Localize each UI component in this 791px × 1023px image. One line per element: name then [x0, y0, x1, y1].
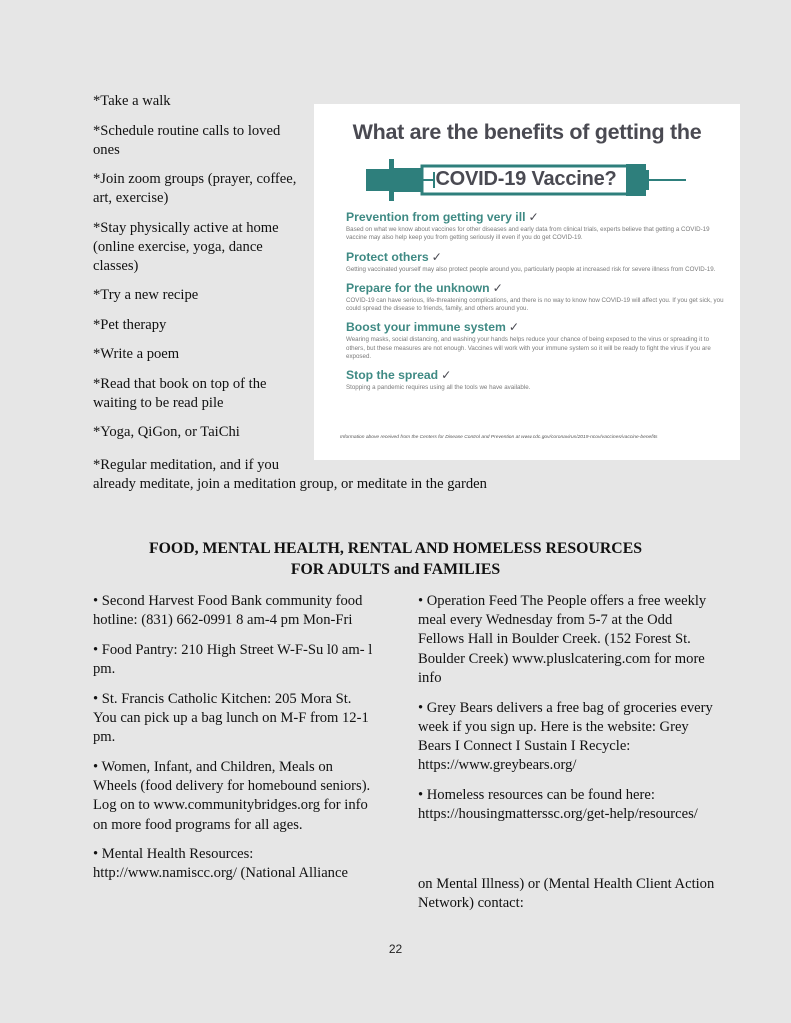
- tip-item: *Pet therapy: [93, 316, 167, 333]
- benefit-heading: Protect others: [346, 249, 429, 264]
- resource-item: • Mental Health Resources: http://www.namiscc.org/ (National Alliance: [93, 846, 348, 882]
- check-icon: ✓: [528, 210, 539, 224]
- benefit-heading: Stop the spread: [346, 368, 439, 383]
- self-care-tips-list: [93, 92, 308, 453]
- tip-item: *Regular meditation, and if you: [93, 457, 280, 473]
- benefits-list: [346, 210, 726, 400]
- benefit-body: COVID-19 can have serious, life-threatening complications, and there is no way to know how COVID-19 will affect you. If you get sick, you could spread the disease to friends, family, and others around you.: [346, 296, 724, 313]
- tip-item-meditation: [93, 456, 613, 494]
- benefit-heading: Boost your immune system: [346, 320, 506, 335]
- resources-left-column: [93, 592, 378, 894]
- check-icon: ✓: [431, 249, 442, 264]
- syringe-label: COVID-19 Vaccine?: [435, 168, 617, 190]
- tip-continuation: already meditate, join a meditation group, or meditate in the garden: [93, 476, 487, 492]
- resource-continuation: on Mental Illness) or (Mental Health Client Action Network) contact:: [418, 875, 715, 911]
- resource-item: • Women, Infant, and Children, Meals on Wheels (food delivery for homebound seniors). Log on to www.communitybridges.org for info on more food programs for all ages.: [93, 758, 371, 833]
- check-icon: ✓: [508, 320, 520, 335]
- tip-item: *Schedule routine calls to loved ones: [93, 122, 281, 158]
- check-icon: ✓: [492, 280, 503, 295]
- benefit-heading: Prevention from getting very ill: [346, 210, 526, 224]
- benefit-section: [346, 281, 726, 314]
- benefit-section: [346, 210, 726, 243]
- tip-item: *Yoga, QiGon, or TaiChi: [93, 424, 240, 440]
- resource-item: • Operation Feed The People offers a free weekly meal every Wednesday from 5-7 at the Odd Fellows Hall in Boulder Creek. (152 Forest St. Boulder Creek) www.pluslcatering.com for more info: [418, 593, 707, 686]
- benefit-section: [346, 250, 726, 274]
- infographic-source: Information above received from the Centers for Disease Control and Prevention at www.cdc.gov/coronavirus/2019-ncov/vaccines/vaccine-benefits: [340, 435, 658, 440]
- resources-title: [60, 538, 731, 580]
- resources-title-line: FOOD, MENTAL HEALTH, RENTAL AND HOMELESS RESOURCES: [148, 540, 643, 557]
- column-gap: [418, 835, 718, 875]
- tip-item: *Take a walk: [93, 93, 171, 109]
- page-number: 22: [388, 942, 403, 956]
- resource-item: • Grey Bears delivers a free bag of groceries every week if you sign up. Here is the website: Grey Bears I Connect I Sustain I Recycle: https://www.greybears.org/: [418, 699, 713, 774]
- resources-title-line: FOR ADULTS and FAMILIES: [290, 561, 501, 578]
- resources-right-column: [418, 592, 718, 924]
- benefit-body: Based on what we know about vaccines for other diseases and early data from clinical trials, experts believe that getting a COVID-19 vaccine may also help keep you from getting seriously ill even if you do get COVID-19.: [346, 226, 710, 242]
- vaccine-benefits-infographic: [314, 104, 740, 460]
- tip-item: *Stay physically active at home (online exercise, yoga, dance classes): [93, 219, 279, 274]
- benefit-body: Stopping a pandemic requires using all the tools we have available.: [346, 384, 531, 392]
- benefit-body: Getting vaccinated yourself may also protect people around you, particularly people at increased risk for severe illness from COVID-19.: [346, 265, 716, 273]
- resource-item: • Homeless resources can be found here: https://housingmatterssc.org/get-help/resources/: [418, 786, 698, 823]
- resource-item: • Food Pantry: 210 High Street W-F-Su l0 am- l pm.: [93, 641, 373, 678]
- benefit-section: [346, 368, 726, 392]
- benefit-section: [346, 320, 726, 361]
- check-icon: ✓: [441, 368, 452, 383]
- resource-item: • Second Harvest Food Bank community food hotline: (831) 662-0991 8 am-4 pm Mon-Fri: [93, 593, 363, 629]
- tip-item: *Read that book on top of the waiting to be read pile: [93, 375, 267, 411]
- tip-item: *Write a poem: [93, 346, 180, 362]
- benefit-heading: Prepare for the unknown: [346, 280, 490, 295]
- tip-item: *Join zoom groups (prayer, coffee, art, exercise): [93, 171, 297, 206]
- infographic-title: What are the benefits of getting the: [352, 120, 702, 144]
- tip-item: *Try a new recipe: [93, 287, 199, 303]
- resource-item: • St. Francis Catholic Kitchen: 205 Mora St. You can pick up a bag lunch on M-F from 12-1 pm.: [93, 690, 369, 746]
- benefit-body: Wearing masks, social distancing, and washing your hands helps reduce your chance of being exposed to the virus or spreading it to others, but these measures are not enough. Vaccines will work with your immune system so it will be ready to fight the virus if you are exposed.: [346, 336, 711, 361]
